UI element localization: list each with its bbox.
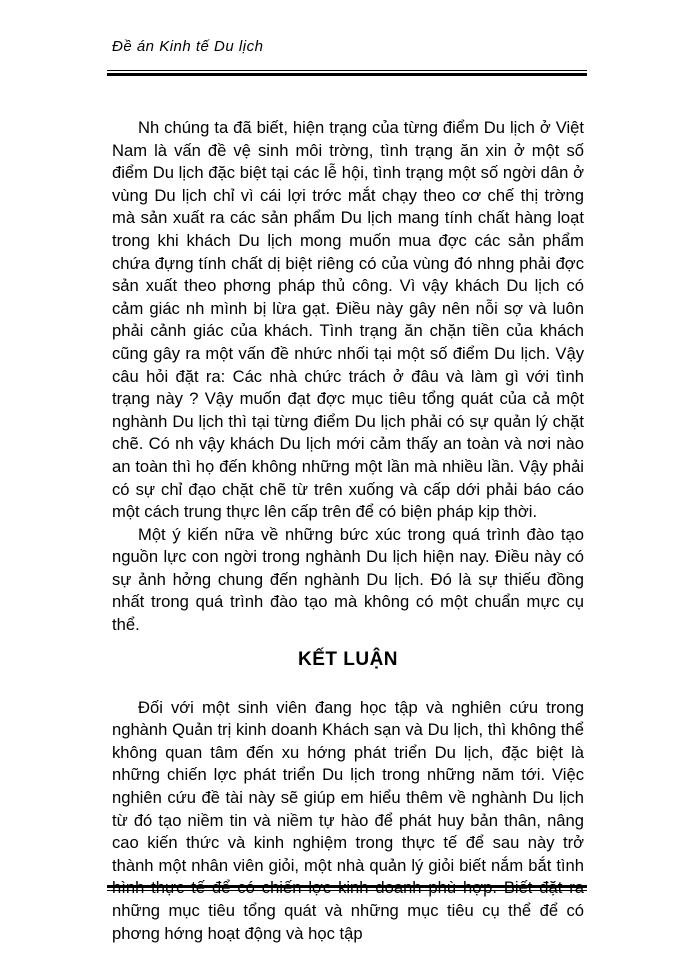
document-body: [112, 117, 584, 945]
body-paragraph: Một ý kiến nữa về những bức xúc trong quá trình đào tạo nguồn lực con ngời trong nghành Du lịch hiện nay. Điều này có sự ảnh hởng chung đến nghành Du lịch. Đó là sự thiếu đồng nhất trong quá trình đào tạo mà không có một chuẩn mực cụ thể.: [112, 524, 584, 635]
running-header: Đề án Kinh tế Du lịch: [112, 38, 264, 55]
body-paragraph: Nh chúng ta đã biết, hiện trạng của từng điểm Du lịch ở Việt Nam là vấn đề vệ sinh môi trờng, tình trạng ăn xin ở một số điểm Du lịch đặc biệt tại các lễ hội, tình trạng một số ngời dân ở vùng Du lịch chỉ vì cái lợi trớc mắt chạy theo cơ chế thị trờng mà sản xuất ra các sản phẩm Du lịch mang tính chất hàng loạt trong khi khách Du lịch mong muốn mua đợc các sản phẩm chứa đựng tính chất dị biệt riêng có của vùng đó nhng phải đợc sản xuất theo phơng pháp thủ công. Vì vậy khách Du lịch có cảm giác nh mình bị lừa gạt. Điều này gây nên nỗi sợ và luôn phải cảnh giác của khách. Tình trạng ăn chặn tiền của khách cũng gây ra một vấn đề nhức nhối tại một số điểm Du lịch. Vậy câu hỏi đặt ra: Các nhà chức trách ở đâu và làm gì với tình trạng này ? Vậy muốn đạt đợc mục tiêu tổng quát của cả một nghành Du lịch thì tại từng điểm Du lịch phải có sự quản lý chặt chẽ. Có nh vậy khách Du lịch mới cảm thấy an toàn và nơi nào an toàn thì họ đến không những một lần mà nhiều lần. Vậy phải có sự chỉ đạo chặt chẽ từ trên xuống và cấp dới phải báo cáo một cách trung thực lên cấp trên để có biện pháp kịp thời.: [112, 118, 584, 522]
body-paragraph: Đối với một sinh viên đang học tập và nghiên cứu trong nghành Quản trị kinh doanh Khách sạn và Du lịch, thì không thể không quan tâm đến xu hớng phát triển Du lịch, đặc biệt là những chiến lợc phát triển Du lịch trong những năm tới. Việc nghiên cứu đề tài này sẽ giúp em hiểu thêm về nghành Du lịch từ đó tạo niềm tin và niềm tự hào để phát huy bản thân, nâng cao kiến thức và kinh nghiệm trong thực tế để sau này trở thành một nhân viên giỏi, một nhà quản lý giỏi biết nắm bắt tình những mục tiêu tổng quát và những mục tiêu cụ thể để có phơng hớng hoạt động và học tập: [112, 697, 584, 943]
section-title: KẾT LUẬN: [297, 648, 399, 670]
